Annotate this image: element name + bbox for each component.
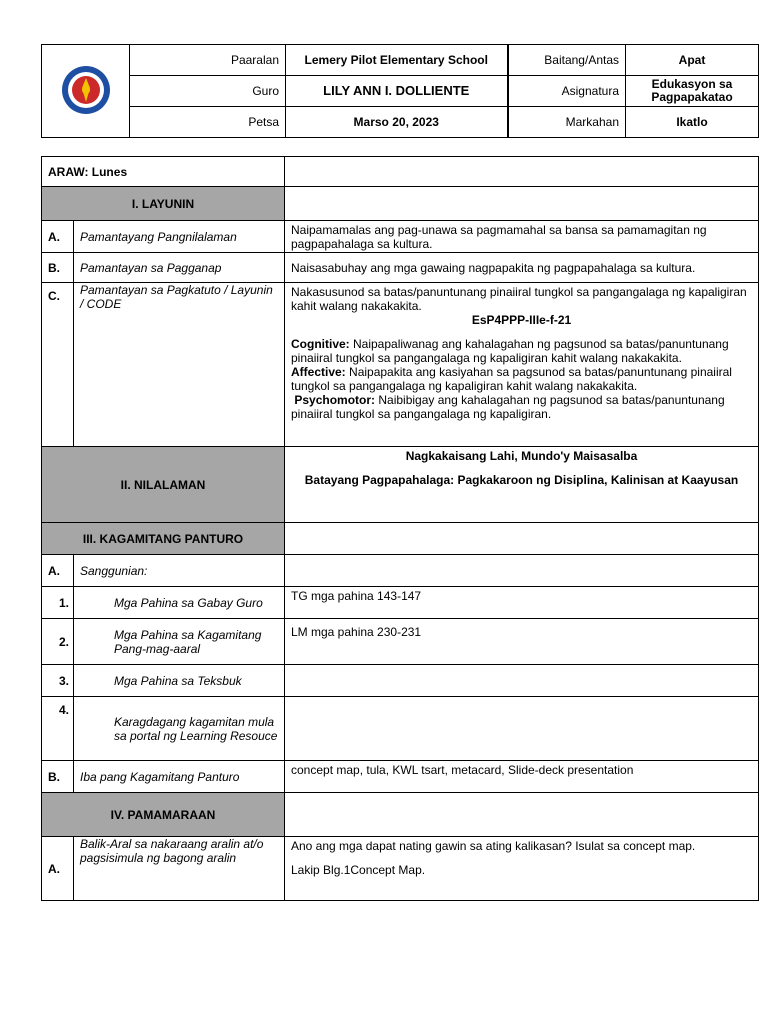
kagamitan-heading: III. KAGAMITANG PANTURO [42,523,285,555]
day-value [285,157,759,187]
deped-seal-icon [61,65,111,115]
sanggunian-row [42,697,759,761]
date-label: Petsa [130,107,286,138]
pamamaraan-heading: IV. PAMAMARAAN [42,793,285,837]
pamamaraan-a-letter: A. [42,837,74,901]
pamamaraan-heading-blank [285,793,759,837]
kagamitan-heading-blank [285,523,759,555]
layunin-b-text: Naisasabuhay ang mga gawaing nagpapakita ng pagpapahalaga sa kultura. [285,253,759,283]
sanggunian-label: Karagdagang kagamitan mula sa portal ng Learning Resouce [74,697,285,761]
layunin-c-letter: C. [42,283,74,447]
pamamaraan-a-content [285,837,759,901]
layunin-a-text: Naipamamalas ang pag-unawa sa pagmamahal sa bansa sa pamamagitan ng pagpapahalaga sa kultura. [285,221,759,253]
kagamitan-b-label: Iba pang Kagamitang Panturo [74,761,285,793]
kagamitan-b-value: concept map, tula, KWL tsart, metacard, Slide-deck presentation [285,761,759,793]
sanggunian-num: 1. [42,587,74,619]
sanggunian-num: 4. [42,697,74,761]
sanggunian-value: LM mga pahina 230-231 [285,619,759,665]
layunin-c-label: Pamantayan sa Pagkatuto / Layunin / CODE [74,283,285,447]
layunin-c-code: EsP4PPP-IIIe-f-21 [471,313,572,327]
date-value: Marso 20, 2023 [286,107,508,138]
sanggunian-label: Mga Pahina sa Gabay Guro [74,587,285,619]
layunin-b-label: Pamantayan sa Pagganap [74,253,285,283]
pamamaraan-a-label: Balik-Aral sa nakaraang aralin at/o pagsisimula ng bagong aralin [74,837,285,901]
cognitive-objective [291,337,752,365]
pamamaraan-a-text2: Lakip Blg.1Concept Map. [291,863,426,877]
quarter-value: Ikatlo [626,107,759,138]
nilalaman-content [285,447,759,523]
pamamaraan-a-text1: Ano ang mga dapat nating gawin sa ating kalikasan? Isulat sa concept map. [291,839,696,853]
layunin-b-letter: B. [42,253,74,283]
cognitive-text: Naipapaliwanag ang kahalagahan ng pagsunod sa batas/panuntunang pinaiiral tungkol sa pangangalaga ng kapaligiran kahit walang nakakakita. [291,337,729,365]
school-value: Lemery Pilot Elementary School [286,45,508,76]
psychomotor-objective [291,393,752,421]
affective-objective [291,365,752,393]
layunin-a-label: Pamantayang Pangnilalaman [74,221,285,253]
sanggunian-row [42,619,759,665]
kagamitan-b-letter: B. [42,761,74,793]
day-label: ARAW: Lunes [42,157,285,187]
psychomotor-label: Psychomotor: [294,393,376,407]
subject-label: Asignatura [508,76,626,107]
teacher-label: Guro [130,76,286,107]
kagamitan-a-letter: A. [42,555,74,587]
layunin-c-content [285,283,759,447]
affective-text: Naipapakita ang kasiyahan sa pagsunod sa batas/panuntunang pinaiiral tungkol sa pangangalaga ng kapaligiran kahit walang nakakakita. [291,365,732,393]
header-table [41,44,759,138]
psychomotor-text: Naibibigay ang kahalagahan ng pagsunod sa batas/panuntunang pinaiiral tungkol sa pangangalaga ng kapaligiran. [291,393,725,421]
subject-value: Edukasyon sa Pagpapakatao [626,76,759,107]
kagamitan-a-blank [285,555,759,587]
sanggunian-row [42,665,759,697]
sanggunian-value [285,697,759,761]
nilalaman-line2: Batayang Pagpapahalaga: Pagkakaroon ng Disiplina, Kalinisan at Kaayusan [304,473,739,487]
cognitive-label: Cognitive: [291,337,350,351]
nilalaman-heading: II. NILALAMAN [42,447,285,523]
sanggunian-label: Mga Pahina sa Kagamitang Pang-mag-aaral [74,619,285,665]
layunin-heading-blank [285,187,759,221]
quarter-label: Markahan [508,107,626,138]
layunin-a-letter: A. [42,221,74,253]
layunin-heading: I. LAYUNIN [42,187,285,221]
affective-label: Affective: [291,365,346,379]
layunin-c-text: Nakasusunod sa batas/panuntunang pinaiiral tungkol sa pangangalaga ng kapaligiran kahit walang nakakakita. [291,285,747,313]
school-label: Paaralan [130,45,286,76]
sanggunian-num: 2. [42,619,74,665]
sanggunian-label: Mga Pahina sa Teksbuk [74,665,285,697]
teacher-value: LILY ANN I. DOLLIENTE [286,76,508,107]
sanggunian-row [42,587,759,619]
grade-value: Apat [626,45,759,76]
kagamitan-a-label: Sanggunian: [74,555,285,587]
deped-seal-cell [42,45,130,138]
sanggunian-num: 3. [42,665,74,697]
grade-label: Baitang/Antas [508,45,626,76]
sanggunian-value [285,665,759,697]
nilalaman-line1: Nagkakaisang Lahi, Mundo'y Maisasalba [405,449,638,463]
lesson-plan-table [41,156,759,901]
sanggunian-value: TG mga pahina 143-147 [285,587,759,619]
